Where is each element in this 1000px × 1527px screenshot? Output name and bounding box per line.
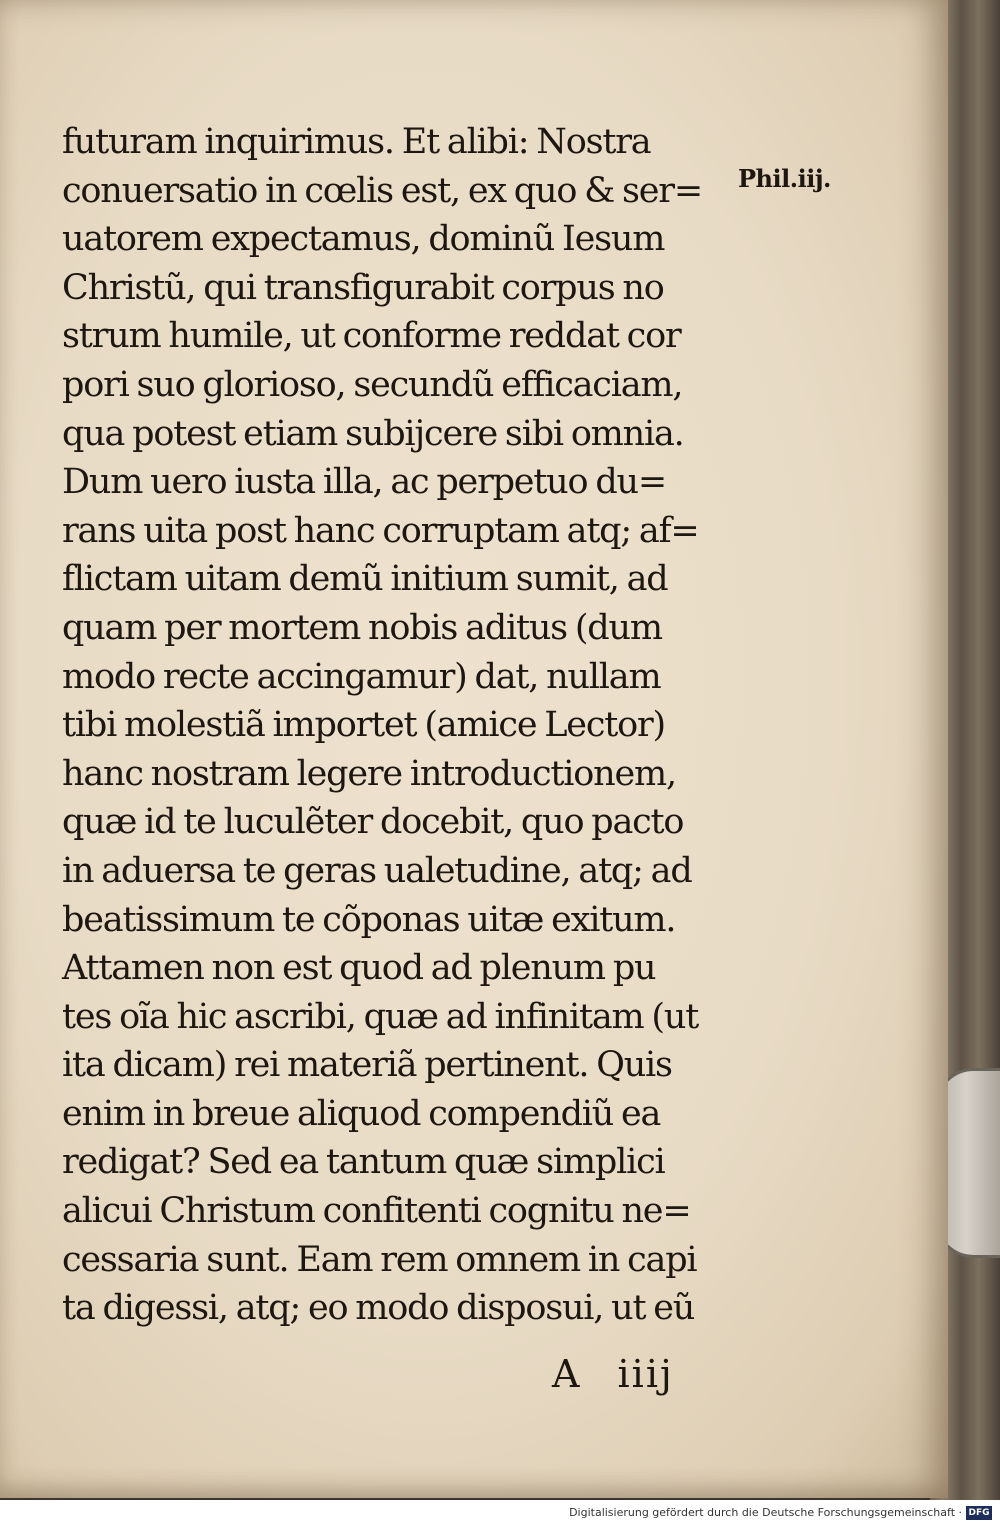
text-line: uatorem expectamus, dominũ Iesum (62, 219, 665, 260)
text-line: enim in breue aliquod compendiũ ea (62, 1093, 661, 1134)
text-line: in aduersa te geras ualetudine, atq; ad (62, 850, 692, 891)
text-line: qua potest etiam subijcere sibi omnia. (62, 413, 684, 454)
text-line: modo recte accingamur) dat, nullam (62, 656, 661, 697)
text-line: Attamen non est quod ad plenum pu (62, 948, 656, 989)
footer-credit: Digitalisierung gefördert durch die Deutsche Forschungsgemeinschaft · (569, 1506, 962, 1519)
text-line: quæ id te luculẽter docebit, quo pacto (62, 802, 684, 843)
text-line: flictam uitam demũ initium sumit, ad (62, 559, 668, 600)
text-line: futuram inquirimus. Et alibi: Nostra (62, 122, 651, 162)
text-line: Christũ, qui transfigurabit corpus no (62, 267, 664, 308)
text-line: rans uita post hanc corruptam atq; af= (62, 510, 699, 551)
text-line: tes oĩa hic ascribi, quæ ad infinitam (ut (62, 996, 699, 1037)
text-line: strum humile, ut conforme reddat cor (62, 316, 681, 357)
text-line: pori suo glorioso, secundũ efficaciam, (62, 364, 683, 405)
text-line: tibi molestiã importet (amice Lector) (62, 705, 665, 746)
dfg-logo: DFG (966, 1506, 992, 1520)
text-line: quam per mortem nobis aditus (dum (62, 607, 662, 648)
text-line: cessaria sunt. Eam rem omnem in capi (62, 1239, 697, 1280)
text-line: Dum uero iusta illa, ac perpetuo du= (62, 462, 666, 503)
signature-mark: A iiij (552, 1352, 674, 1396)
text-line: alicui Christum confitenti cognitu ne= (62, 1191, 691, 1232)
text-line: beatissimum te cõponas uitæ exitum. (62, 899, 676, 940)
text-line: ta digessi, atq; eo modo disposui, ut eũ (62, 1288, 695, 1329)
text-line: conuersatio in cœlis est, ex quo & ser= (62, 170, 702, 211)
main-text-block (62, 118, 762, 1333)
text-line: hanc nostram legere introductionem, (62, 753, 676, 794)
footer-bar (0, 1500, 1000, 1527)
text-line: ita dicam) rei materiã pertinent. Quis (62, 1045, 672, 1086)
marginal-note: Phil.iij. (738, 164, 831, 193)
text-line: redigat? Sed ea tantum quæ simplici (62, 1142, 665, 1183)
